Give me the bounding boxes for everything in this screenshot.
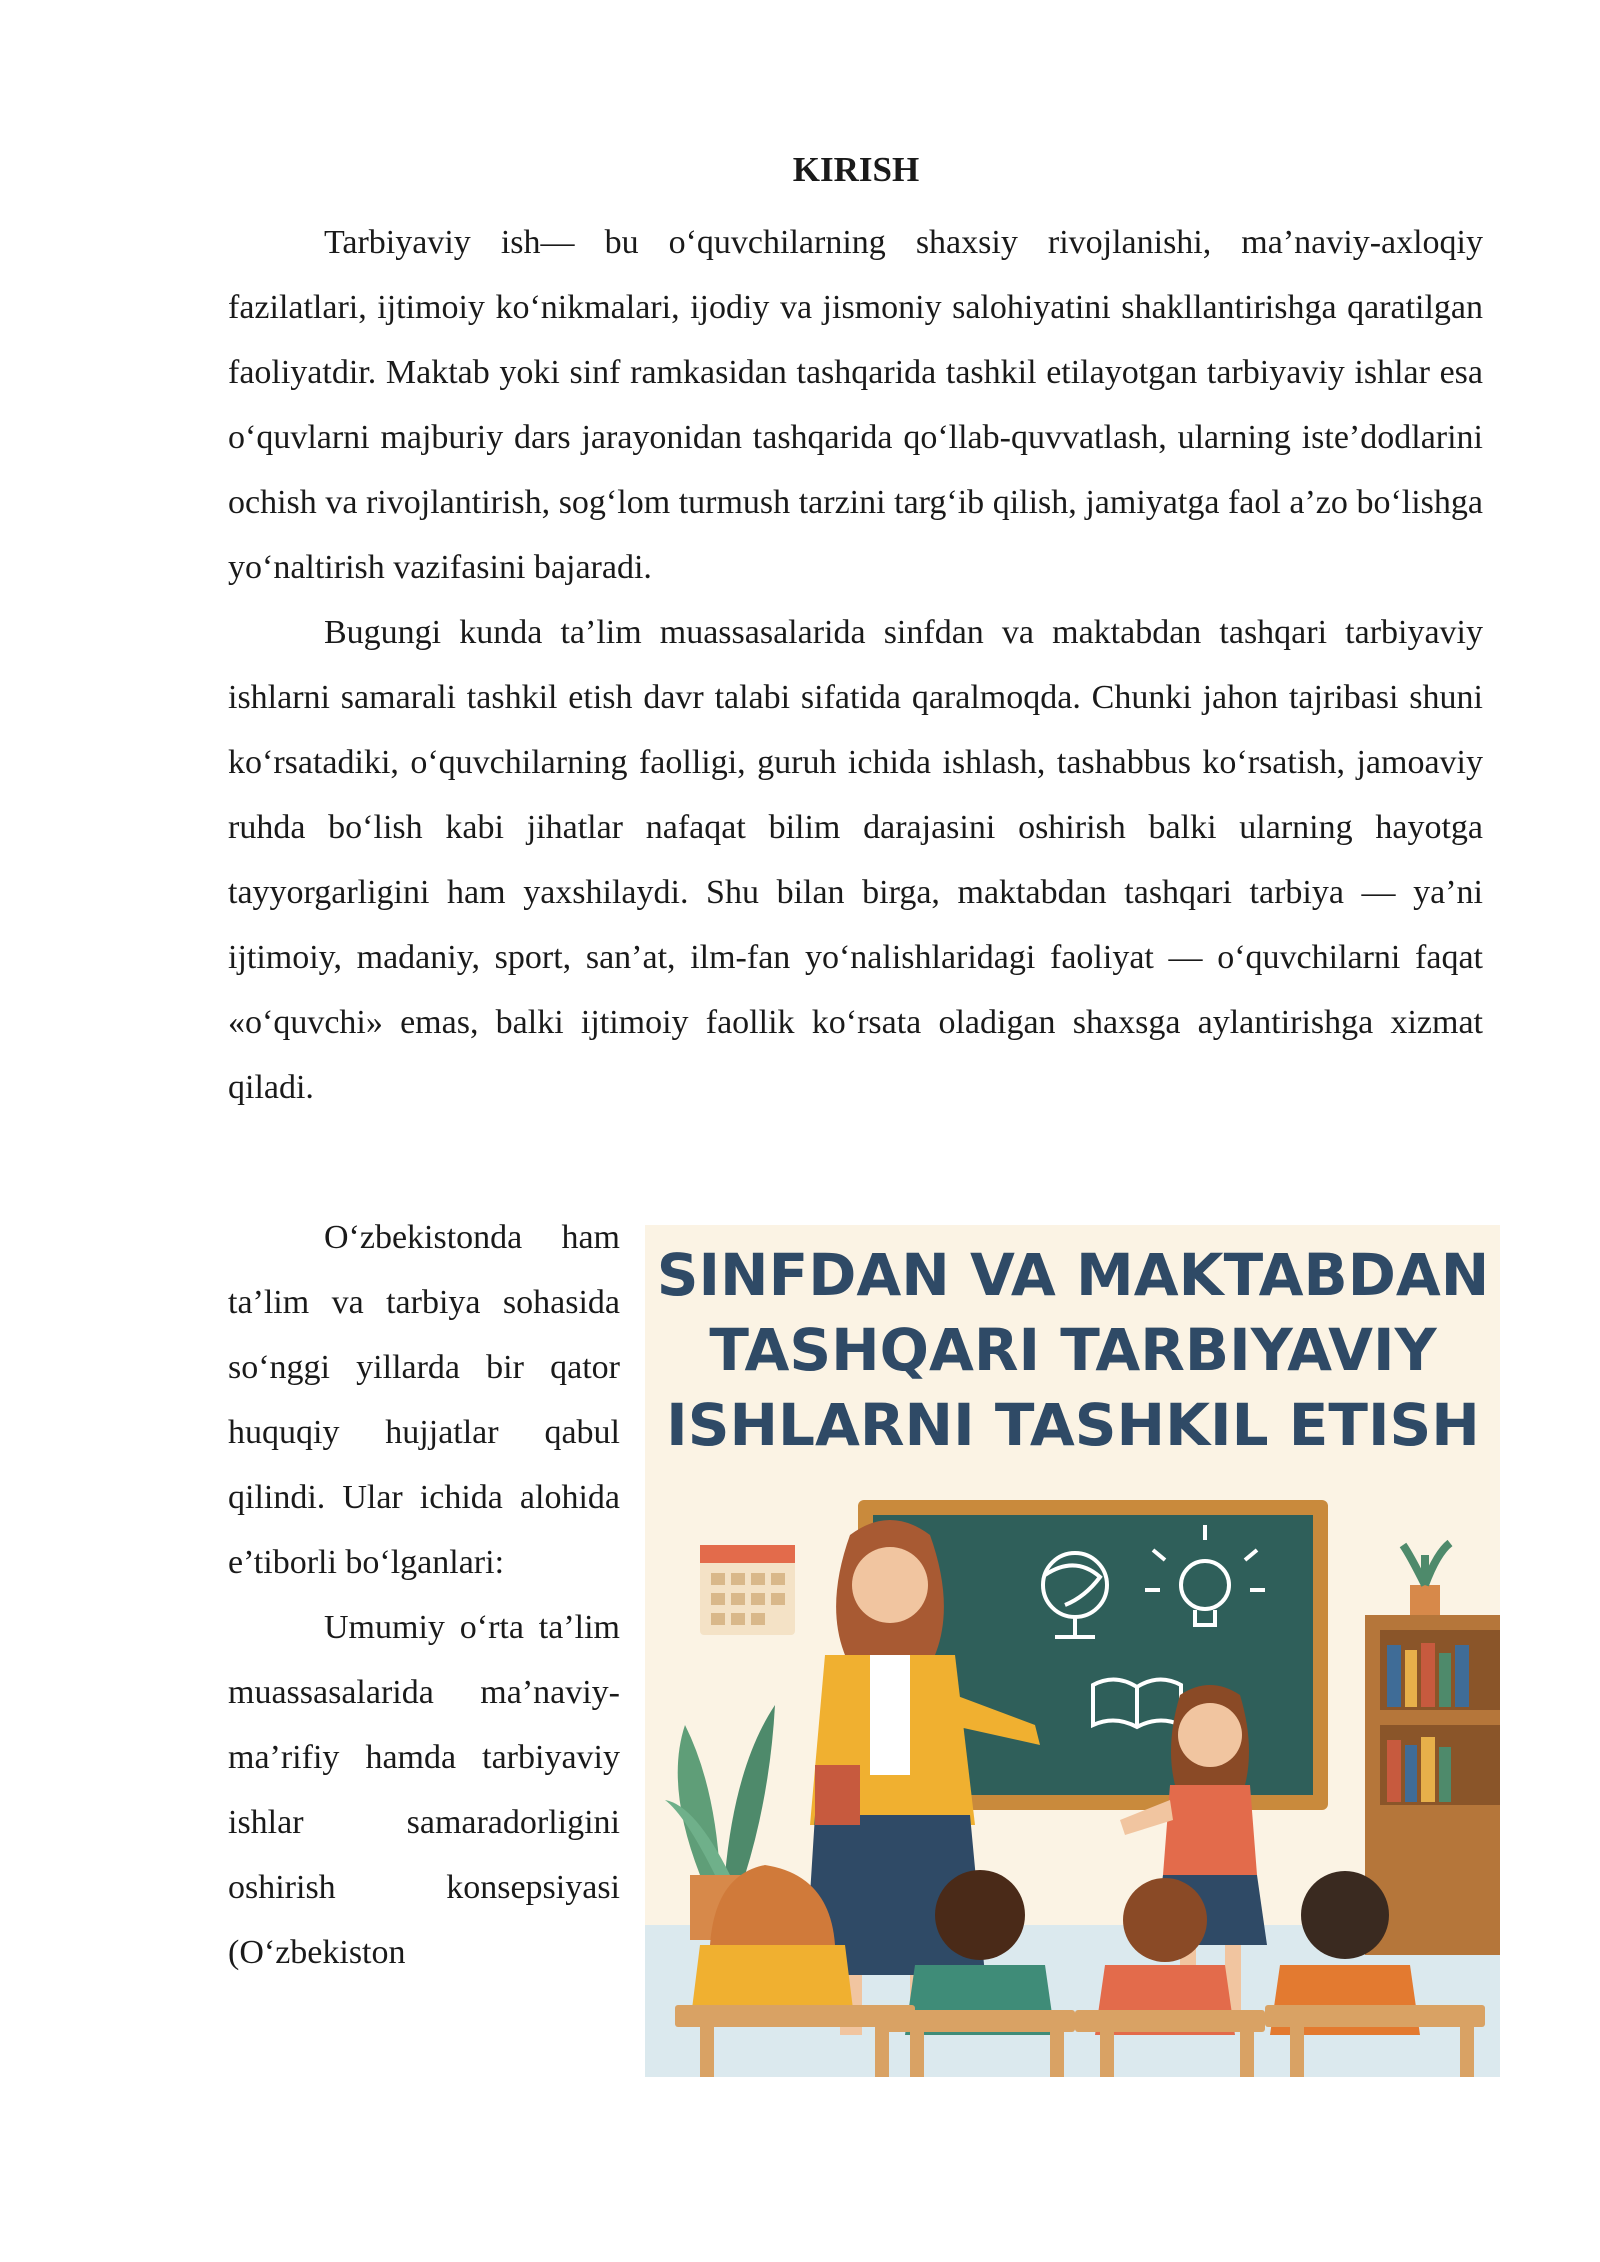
classroom-illustration-svg xyxy=(645,1225,1500,2077)
illustration-title-line-3: ISHLARNI TASHKIL ETISH xyxy=(666,1391,1480,1459)
paragraph-2: Bugungi kunda ta’lim muassasalarida sinfdan va maktabdan tashqari tarbiyaviy ishlarni samarali tashkil etish davr talabi sifatida qaralmoqda. Chunki jahon tajribasi shuni ko‘rsatadiki, o‘quvchilarning faolligi, guruh ichida ishlash, tashabbus ko‘rsatish, jamoaviy ruhda bo‘lish kabi jihatlar nafaqat bilim darajasini oshirish balki ularning hayotga tayyorgarligini ham yaxshilaydi. Shu bilan birga, maktabdan tashqari tarbiya — ya’ni ijtimoiy, madaniy, sport, san’at, ilm-fan yo‘nalishlaridagi faoliyat — o‘quvchilarni faqat «o‘quvchi» emas, balki ijtimoiy faollik ko‘rsata oladigan shaxsga aylantirishga xizmat qiladi. xyxy=(228,614,1483,1106)
calendar-icon xyxy=(700,1545,795,1635)
illustration-title-line-2: TASHQARI TARBIYAVIY xyxy=(709,1316,1437,1384)
side-text-column xyxy=(228,1205,620,1985)
classroom-illustration xyxy=(645,1225,1500,2077)
paragraph-4: Umumiy o‘rta ta’lim muassasalarida ma’naviy-ma’rifiy hamda tarbiyaviy ishlar samaradorligini oshirish konsepsiyasi (O‘zbekiston xyxy=(228,1609,620,1971)
paragraph-1: Tarbiyaviy ish— bu o‘quvchilarning shaxsiy rivojlanishi, ma’naviy-axloqiy fazilatlari, ijtimoiy ko‘nikmalari, ijodiy va jismoniy salohiyatini shakllantirishga qaratilgan faoliyatdir. Maktab yoki sinf ramkasidan tashqarida tashkil etilayotgan tarbiyaviy ishlar esa o‘quvlarni majburiy dars jarayonidan tashqarida qo‘llab-quvvatlash, ularning iste’dodlarini ochish va rivojlantirish, sog‘lom turmush tarzini targ‘ib qilish, jamiyatga faol a’zo bo‘lishga yo‘naltirish vazifasini bajaradi. xyxy=(228,224,1483,586)
illustration-title-line-1: SINFDAN VA MAKTABDAN xyxy=(656,1241,1490,1309)
main-text xyxy=(228,210,1483,1120)
paragraph-3: O‘zbekistonda ham ta’lim va tarbiya sohasida so‘nggi yillarda bir qator huquqiy hujjatlar qabul qilindi. Ular ichida alohida e’tiborli bo‘lganlari: xyxy=(228,1219,620,1581)
page-title: KIRISH xyxy=(792,150,920,189)
